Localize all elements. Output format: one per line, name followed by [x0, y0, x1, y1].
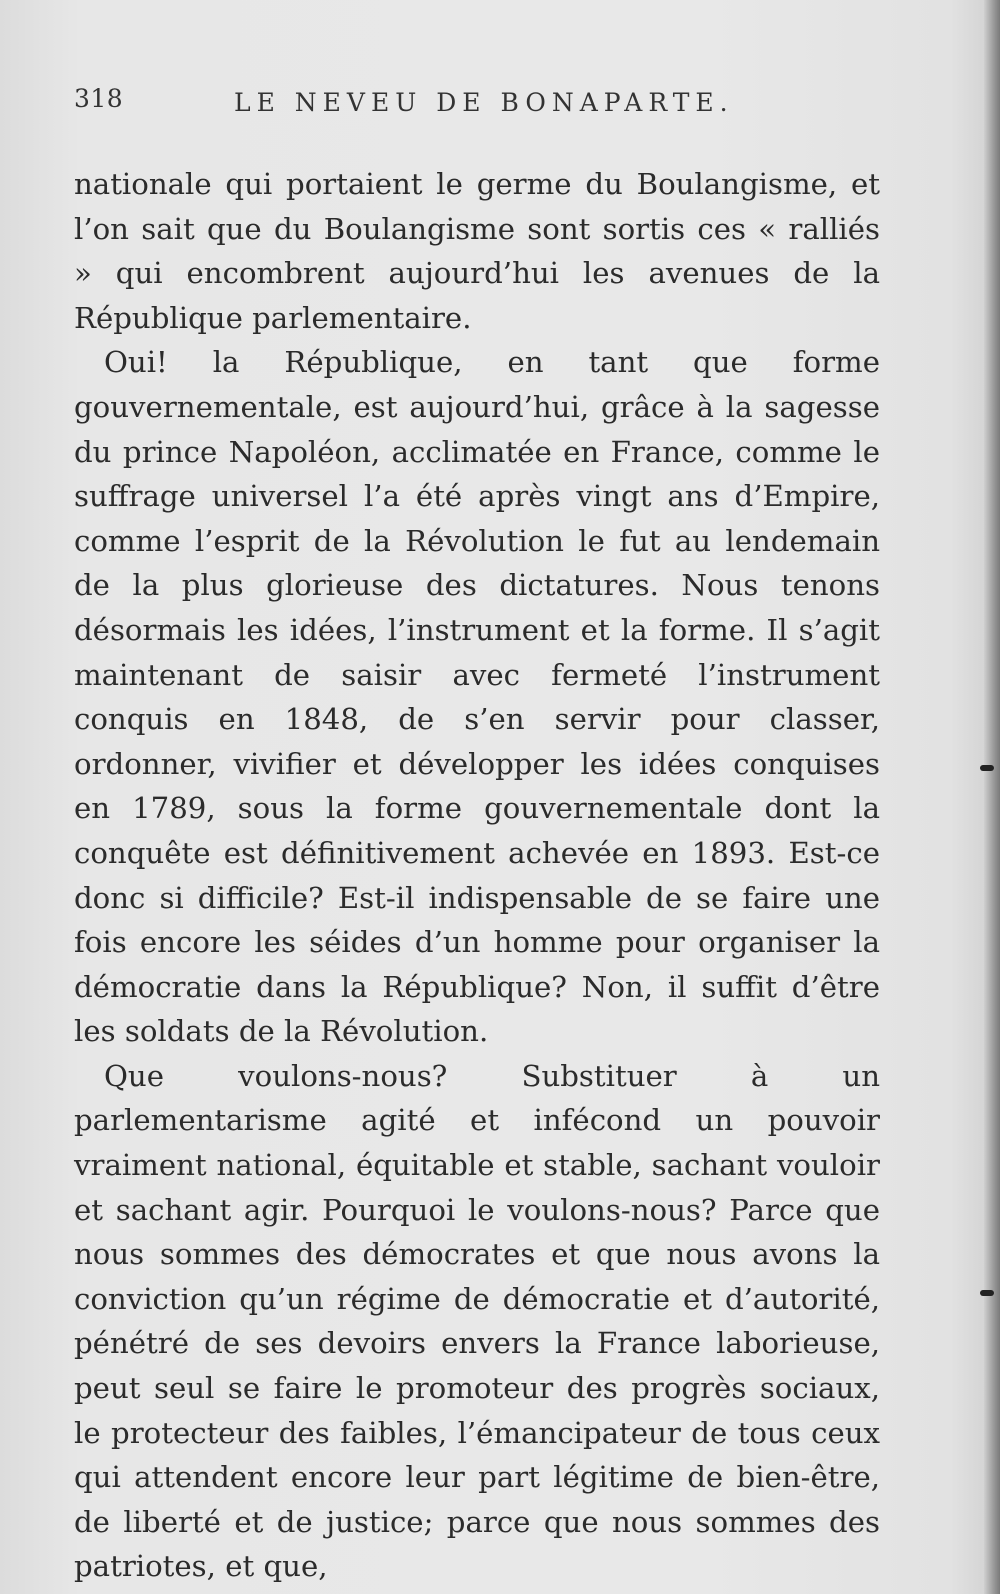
page-header	[74, 84, 904, 124]
paragraph-3: Que voulons-nous? Substituer à un parlementarisme agité et infécond un pouvoir vraiment national, équitable et stable, sachant vouloir et sachant agir. Pourquoi le voulons-nous? Parce que nous sommes des démocrates et que nous avons la conviction qu’un régime de démocratie et d’autorité, pénétré de ses devoirs envers la France laborieuse, peut seul se faire le promoteur des progrès sociaux, le protecteur des faibles, l’émancipateur de tous ceux qui attendent encore leur part légitime de bien-être, de liberté et de justice; parce que nous sommes des patriotes, et que,	[74, 1058, 880, 1584]
page-number: 318	[74, 84, 124, 113]
paragraph-1: nationale qui portaient le germe du Boulangisme, et l’on sait que du Boulangisme sont sortis ces « ralliés » qui encombrent aujourd’hui les avenues de la République parlementaire.	[74, 167, 880, 335]
body-text	[74, 162, 880, 1589]
binding-mark	[980, 1290, 994, 1296]
page-edge-shadow	[984, 0, 1000, 1594]
binding-mark	[980, 765, 994, 771]
paragraph-2: Oui! la République, en tant que forme gouvernementale, est aujourd’hui, grâce à la sagesse du prince Napoléon, acclimatée en France, comme le suffrage universel l’a été après vingt ans d’Empire, comme l’esprit de la Révolution le fut au lendemain de la plus glorieuse des dictatures. Nous tenons désormais les idées, l’instrument et la forme. Il s’agit maintenant de saisir avec fermeté l’instrument conquis en 1848, de s’en servir pour classer, ordonner, vivifier et développer les idées conquises en 1789, sous la forme gouvernementale dont la conquête est définitivement achevée en 1893. Est-ce donc si difficile? Est-il indispensable de se faire une fois encore les séides d’un homme pour organiser la démocratie dans la République? Non, il suffit d’être les soldats de la Révolution.	[74, 345, 880, 1049]
running-title: LE NEVEU DE BONAPARTE.	[234, 88, 734, 117]
